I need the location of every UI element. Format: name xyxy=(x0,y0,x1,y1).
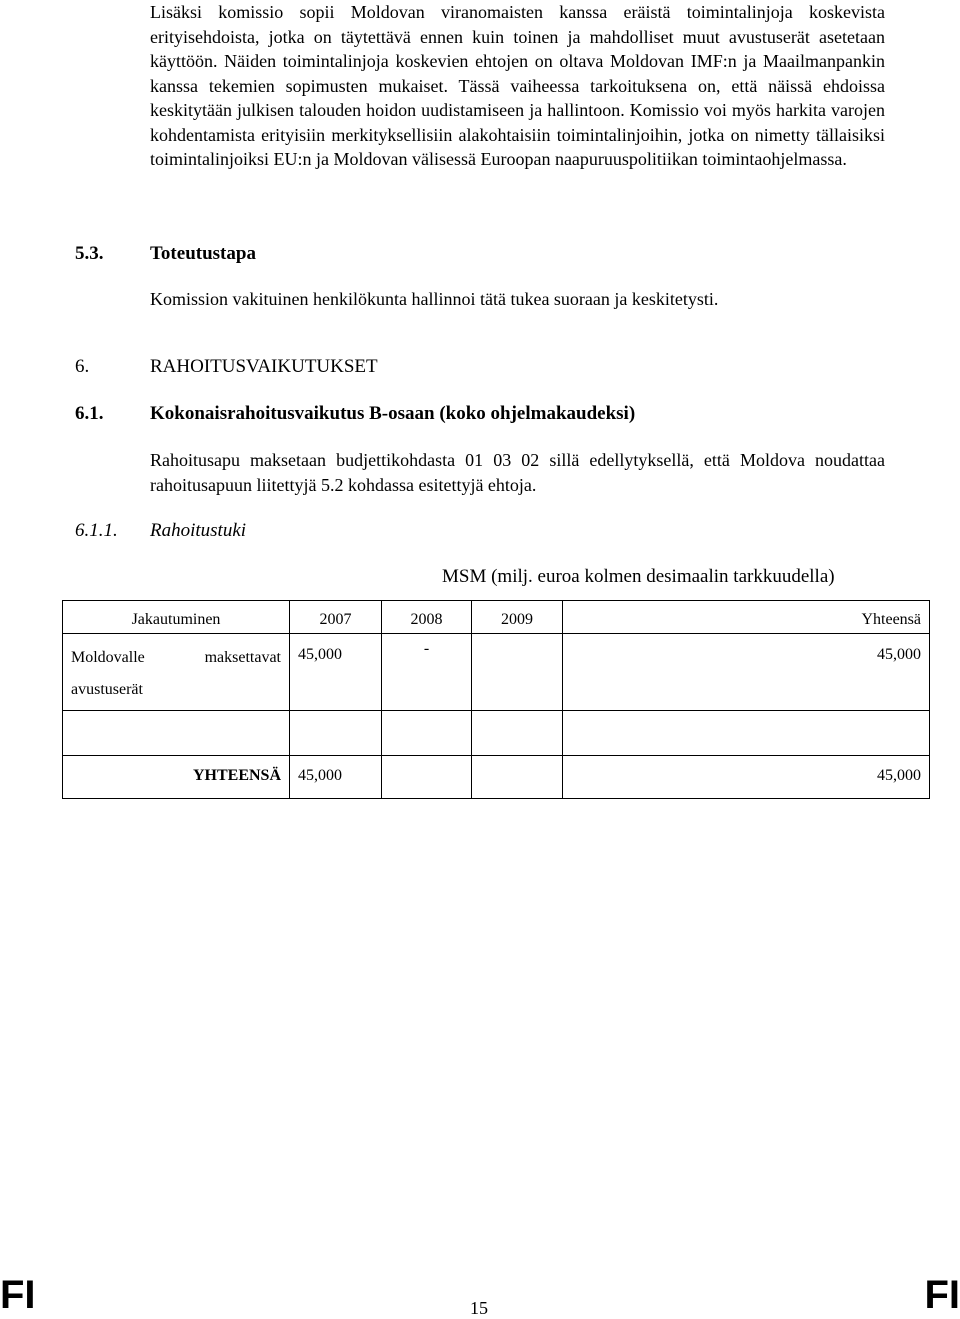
section-number-6: 6. xyxy=(75,356,90,377)
unit-note: MSM (milj. euroa kolmen desimaalin tarkkuudella) xyxy=(442,566,835,587)
page-number: 15 xyxy=(470,1298,488,1318)
row-payments-2008: - xyxy=(382,634,472,711)
header-2009: 2009 xyxy=(472,601,563,634)
header-total: Yhteensä xyxy=(563,601,930,634)
table-row-total xyxy=(63,756,930,799)
intro-paragraph: Lisäksi komissio sopii Moldovan viranomaisten kanssa eräistä toimintalinjoja koskevista erityisehdoista, jotka on täytettävä ennen kuin toinen ja mahdolliset muut avustuserät asetetaan käyttöön. Näiden toimintalinjoja koskevien ehtojen on oltava Moldovan IMF:n ja Maailmanpankin kanssa tekemien sopimusten mukaiset. Tässä vaiheessa tarkoituksena on, että näissä ehdoissa keskitytään julkisen talouden hoidon uudistamiseen ja hallintoon. Komissio voi myös harkita varojen kohdentamista erityisiin merkityksellisiin alakohtaisiin toimintalinjoihin, jotka on nimetty tällaisiksi toimintalinjoiksi EU:n ja Moldovan välisessä Euroopan naapuruuspolitiikan toimintaohjelmassa. xyxy=(150,2,885,169)
financing-table xyxy=(62,600,930,799)
section-title-6-1: Kokonaisrahoitusvaikutus B-osaan (koko ohjelmakaudeksi) xyxy=(150,403,636,424)
table-row-payments xyxy=(63,634,930,711)
section-title-6-1-1: Rahoitustuki xyxy=(150,520,247,541)
table-row-empty xyxy=(63,711,930,756)
total-row-2009 xyxy=(472,756,563,799)
header-distribution: Jakautuminen xyxy=(63,601,290,634)
total-row-2007: 45,000 xyxy=(290,756,382,799)
header-2007: 2007 xyxy=(290,601,382,634)
section-title-5-3: Toteutustapa xyxy=(150,243,256,264)
row-label-payments: Moldovalle maksettavat avustuserät xyxy=(63,634,290,711)
empty-cell xyxy=(472,711,563,756)
row-payments-2007: 45,000 xyxy=(290,634,382,711)
footer-language-left: FI xyxy=(0,1273,36,1317)
section-text-5-3: Komission vakituinen henkilökunta hallinnoi tätä tukea suoraan ja keskitetysti. xyxy=(150,289,719,309)
empty-cell xyxy=(563,711,930,756)
footer-language-right: FI xyxy=(924,1273,960,1317)
table-header-row xyxy=(63,601,930,634)
empty-cell xyxy=(63,711,290,756)
section-title-6: RAHOITUSVAIKUTUKSET xyxy=(150,356,378,377)
section-text-6-1: Rahoitusapu maksetaan budjettikohdasta 01 03 02 sillä edellytyksellä, että Moldova noudattaa rahoitusapuun liitettyjä 5.2 kohdassa esitettyjä ehtoja. xyxy=(150,450,885,495)
row-payments-2009 xyxy=(472,634,563,711)
section-number-6-1-1: 6.1.1. xyxy=(75,520,118,541)
total-row-total: 45,000 xyxy=(563,756,930,799)
empty-cell xyxy=(382,711,472,756)
empty-cell xyxy=(290,711,382,756)
section-number-5-3: 5.3. xyxy=(75,243,104,264)
total-row-2008 xyxy=(382,756,472,799)
header-2008: 2008 xyxy=(382,601,472,634)
row-payments-total: 45,000 xyxy=(563,634,930,711)
total-row-label: YHTEENSÄ xyxy=(63,756,290,799)
section-number-6-1: 6.1. xyxy=(75,403,104,424)
